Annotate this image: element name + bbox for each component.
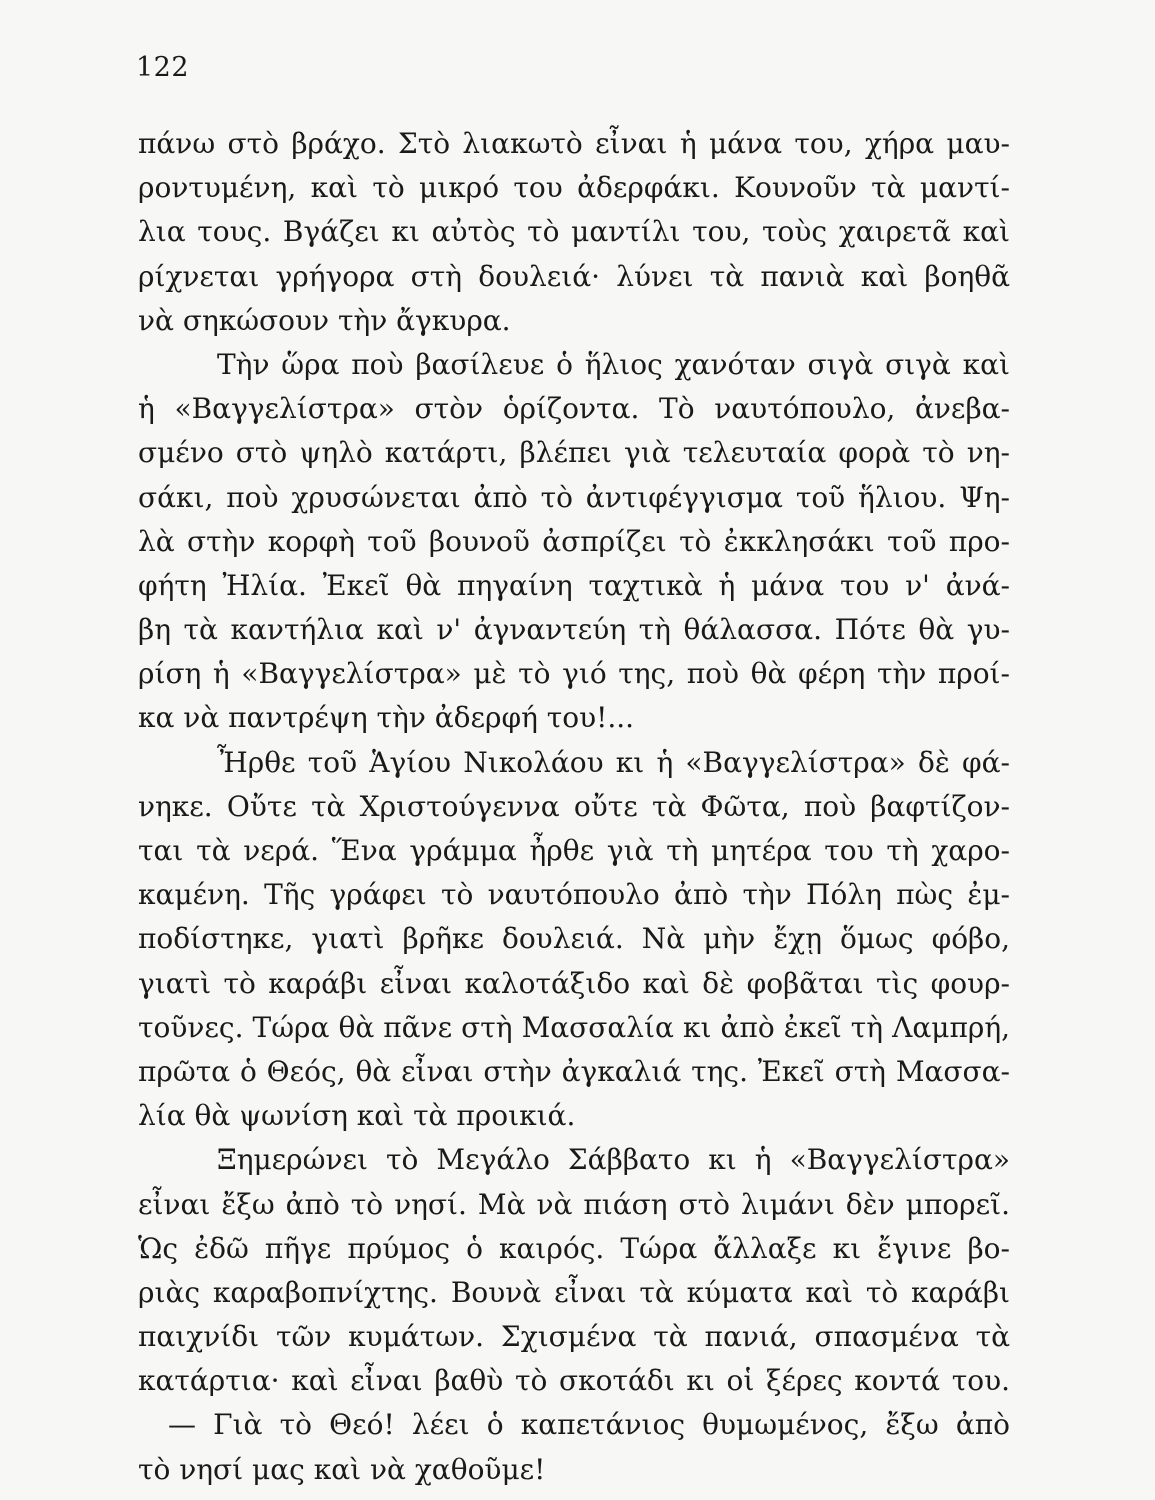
text-line: ἡ «Βαγγελίστρα» στὸν ὁρίζοντα. Τὸ ναυτόπουλο, ἀνεβα- xyxy=(138,392,1010,426)
text-line: ποδίστηκε, γιατὶ βρῆκε δουλειά. Νὰ μὴν ἔχῃ ὅμως φόβο, xyxy=(138,922,1010,956)
text-line: νηκε. Οὔτε τὰ Χριστούγεννα οὔτε τὰ Φῶτα, ποὺ βαφτίζον- xyxy=(138,789,1010,823)
text-line: Ὡς ἐδῶ πῆγε πρύμος ὁ καιρός. Τώρα ἄλλαξε κι ἔγινε βο- xyxy=(138,1231,1010,1265)
text-line: φήτη Ἠλία. Ἐκεῖ θὰ πηγαίνη ταχτικὰ ἡ μάνα του ν' ἀνά- xyxy=(138,568,1010,602)
text-line: γιατὶ τὸ καράβι εἶναι καλοτάξιδο καὶ δὲ φοβᾶται τὶς φουρ- xyxy=(138,966,1010,1000)
body-text xyxy=(138,122,1010,1492)
text-line: πρῶτα ὁ Θεός, θὰ εἶναι στὴν ἀγκαλιά της. Ἐκεῖ στὴ Μασσα- xyxy=(138,1054,1010,1088)
text-line: Τὴν ὥρα ποὺ βασίλευε ὁ ἥλιος χανόταν σιγὰ σιγὰ καὶ xyxy=(217,347,1010,381)
text-line: ρίχνεται γρήγορα στὴ δουλειά· λύνει τὰ πανιὰ καὶ βοηθᾶ xyxy=(138,259,1010,293)
text-line: βη τὰ καντήλια καὶ ν' ἀγναντεύη τὴ θάλασσα. Πότε θὰ γυ- xyxy=(138,613,1010,647)
text-line: νὰ σηκώσουν τὴν ἄγκυρα. xyxy=(138,303,511,337)
text-line: παιχνίδι τῶν κυμάτων. Σχισμένα τὰ πανιά, σπασμένα τὰ xyxy=(138,1320,1010,1354)
text-line: σμένο στὸ ψηλὸ κατάρτι, βλέπει γιὰ τελευταία φορὰ τὸ νη- xyxy=(138,436,1010,470)
text-line: καμένη. Τῆς γράφει τὸ ναυτόπουλο ἀπὸ τὴν Πόλη πὼς ἐμ- xyxy=(138,878,1010,912)
text-line: κατάρτια· καὶ εἶναι βαθὺ τὸ σκοτάδι κι οἱ ξέρες κοντά του. xyxy=(138,1364,1010,1398)
text-line: κα νὰ παντρέψη τὴν ἀδερφή του!... xyxy=(138,701,635,735)
text-line: ται τὰ νερά. Ἕνα γράμμα ἦρθε γιὰ τὴ μητέρα του τὴ χαρο- xyxy=(138,834,1010,867)
page-number: 122 xyxy=(136,52,190,83)
text-line: σάκι, ποὺ χρυσώνεται ἀπὸ τὸ ἀντιφέγγισμα τοῦ ἥλιου. Ψη- xyxy=(138,480,1010,514)
text-line: Ξημερώνει τὸ Μεγάλο Σάββατο κι ἡ «Βαγγελίστρα» xyxy=(217,1143,1010,1177)
text-line: ροντυμένη, καὶ τὸ μικρό του ἀδερφάκι. Κουνοῦν τὰ μαντί- xyxy=(138,171,1010,205)
text-line: ριὰς καραβοπνίχτης. Βουνὰ εἶναι τὰ κύματα καὶ τὸ καράβι xyxy=(138,1275,1010,1309)
text-line: — Γιὰ τὸ Θεό! λέει ὁ καπετάνιος θυμωμένος, ἔξω ἀπὸ xyxy=(168,1408,1010,1442)
text-line: λία θὰ ψωνίση καὶ τὰ προικιά. xyxy=(138,1099,576,1133)
text-line: εἶναι ἔξω ἀπὸ τὸ νησί. Μὰ νὰ πιάση στὸ λιμάνι δὲν μπορεῖ. xyxy=(138,1187,1010,1221)
text-line: λια τους. Βγάζει κι αὐτὸς τὸ μαντίλι του, τοὺς χαιρετᾶ καὶ xyxy=(138,215,1010,249)
text-line: Ἦρθε τοῦ Ἁγίου Νικολάου κι ἡ «Βαγγελίστρα» δὲ φά- xyxy=(217,745,1010,779)
text-line: τὸ νησί μας καὶ νὰ χαθοῦμε! xyxy=(138,1452,546,1486)
text-line: τοῦνες. Τώρα θὰ πᾶνε στὴ Μασσαλία κι ἀπὸ ἐκεῖ τὴ Λαμπρή, xyxy=(138,1010,1010,1044)
text-line: ρίση ἡ «Βαγγελίστρα» μὲ τὸ γιό της, ποὺ θὰ φέρη τὴν προί- xyxy=(138,657,1010,691)
text-line: λὰ στὴν κορφὴ τοῦ βουνοῦ ἀσπρίζει τὸ ἐκκλησάκι τοῦ προ- xyxy=(138,524,1010,558)
text-line: πάνω στὸ βράχο. Στὸ λιακωτὸ εἶναι ἡ μάνα του, χήρα μαυ- xyxy=(138,127,1010,160)
